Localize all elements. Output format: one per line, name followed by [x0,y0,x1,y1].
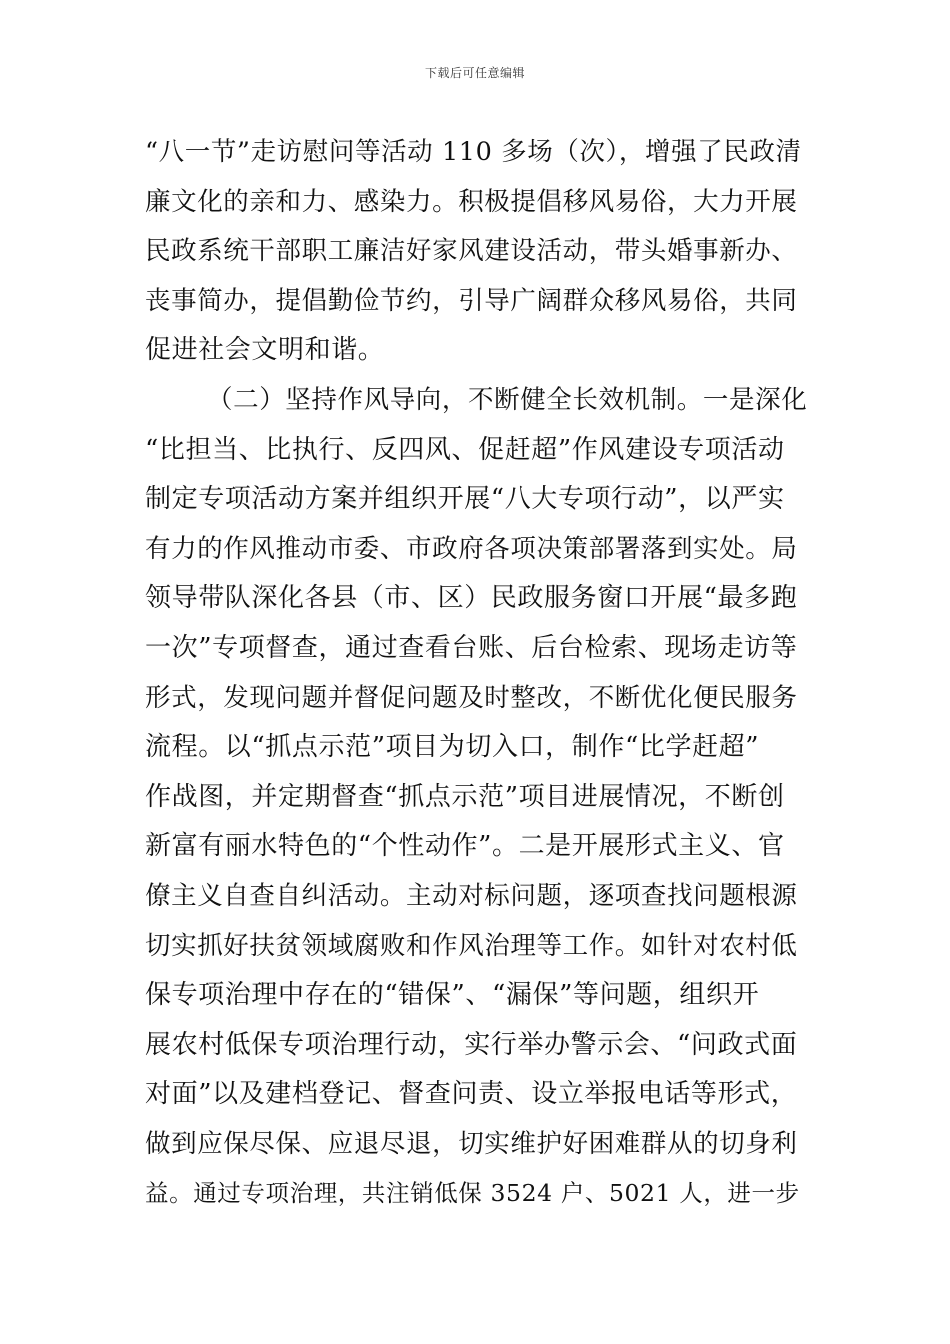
text-line: 益。通过专项治理，共注销低保 3524 户、5021 人，进一步 [145,1179,800,1208]
text-line: 流程。以“抓点示范”项目为切入口，制作“比学赶超” [145,732,760,763]
text-line: 保专项治理中存在的“错保”、“漏保”等问题，组织开 [145,980,760,1011]
text-line: 僚主义自查自纠活动。主动对标问题，逐项查找问题根源 [145,880,798,911]
text-line: 做到应保尽保、应退尽退，切实维护好困难群从的切身利 [145,1128,798,1159]
text-line: “八一节”走访慰问等活动 110 多场（次），增强了民政清 [145,137,802,167]
text-line: 一次”专项督查，通过查看台账、后台检索、现场走访等 [145,632,798,663]
text-line: 展农村低保专项治理行动，实行举办警示会、“问政式面 [145,1029,798,1060]
text-line: 对面”以及建档登记、督查问责、设立举报电话等形式， [145,1079,798,1110]
text-line: 形式，发现问题并督促问题及时整改，不断优化便民服务 [145,682,798,713]
text-line: （二）坚持作风导向，不断健全长效机制。一是深化 [207,384,808,415]
text-line: 廉文化的亲和力、感染力。积极提倡移风易俗，大力开展 [145,186,798,217]
text-line: 有力的作风推动市委、市政府各项决策部署落到实处。局 [145,533,798,564]
document-body [145,128,807,1219]
page-header: 下载后可任意编辑 [424,66,525,80]
text-line: 民政系统干部职工廉洁好家风建设活动，带头婚事新办、 [145,236,798,267]
text-line: 丧事简办，提倡勤俭节约，引导广阔群众移风易俗，共同 [145,285,798,316]
text-line: 切实抓好扶贫领域腐败和作风治理等工作。如针对农村低 [145,930,798,961]
text-line: 新富有丽水特色的“个性动作”。二是开展形式主义、官 [145,831,785,862]
text-line: 作战图，并定期督查“抓点示范”项目进展情况，不断创 [145,781,785,812]
text-line: 制定专项活动方案并组织开展“八大专项行动”，以严实 [145,484,785,515]
text-line: “比担当、比执行、反四风、促赶超”作风建设专项活动 [145,434,785,465]
text-line: 领导带队深化各县（市、区）民政服务窗口开展“最多跑 [145,583,798,614]
text-line: 促进社会文明和谐。 [145,335,385,366]
